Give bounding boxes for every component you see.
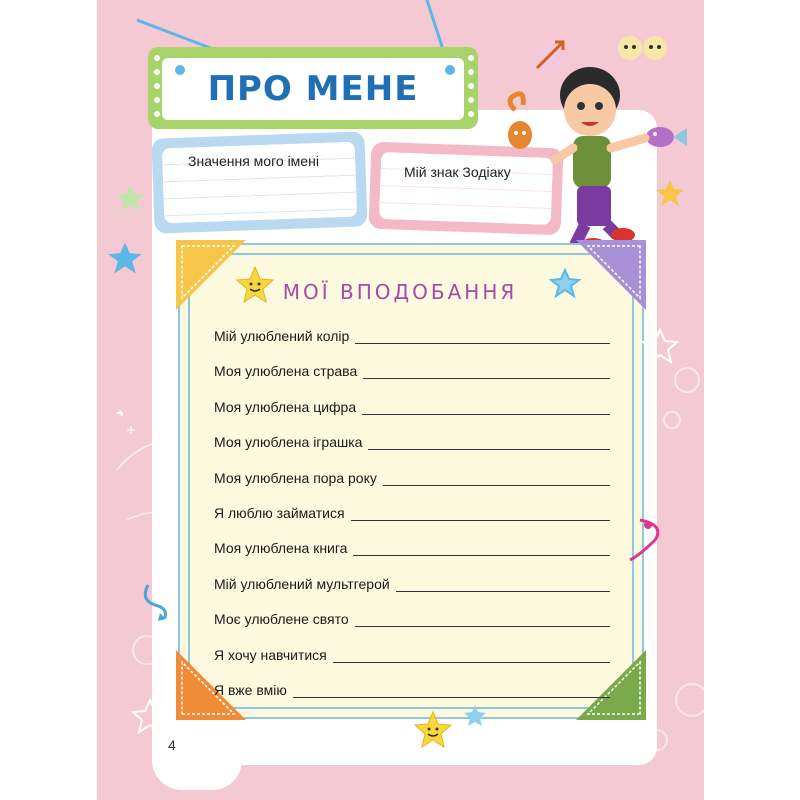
zodiac-label: Мій знак Зодіаку bbox=[404, 164, 511, 180]
ribbon-icon bbox=[630, 520, 658, 560]
page-number: 4 bbox=[168, 737, 176, 753]
page-title: ПРО МЕНЕ bbox=[207, 69, 419, 109]
name-meaning-label: Значення мого імені bbox=[188, 153, 319, 169]
preferences-title: МОЇ ВПОДОБАННЯ bbox=[282, 280, 518, 304]
preference-label: Я вже вмію bbox=[214, 682, 287, 698]
preference-label: Я хочу навчитися bbox=[214, 646, 327, 663]
preference-label: Моя улюблена цифра bbox=[214, 398, 357, 415]
preference-label: Моя улюблена пора року bbox=[214, 469, 377, 486]
ribbon-icon-left bbox=[145, 585, 166, 621]
preference-label: Моя улюблена страва bbox=[214, 363, 358, 380]
preference-label: Я люблю займатися bbox=[214, 505, 345, 521]
preference-label: Моя улюблена іграшка bbox=[214, 434, 363, 451]
preference-label: Моє улюблене свято bbox=[214, 611, 349, 628]
preference-label: Моя улюблена книга bbox=[214, 540, 348, 557]
preference-label: Мій улюблений колір bbox=[214, 328, 350, 344]
preference-label: Мій улюблений мультгерой bbox=[214, 575, 390, 592]
